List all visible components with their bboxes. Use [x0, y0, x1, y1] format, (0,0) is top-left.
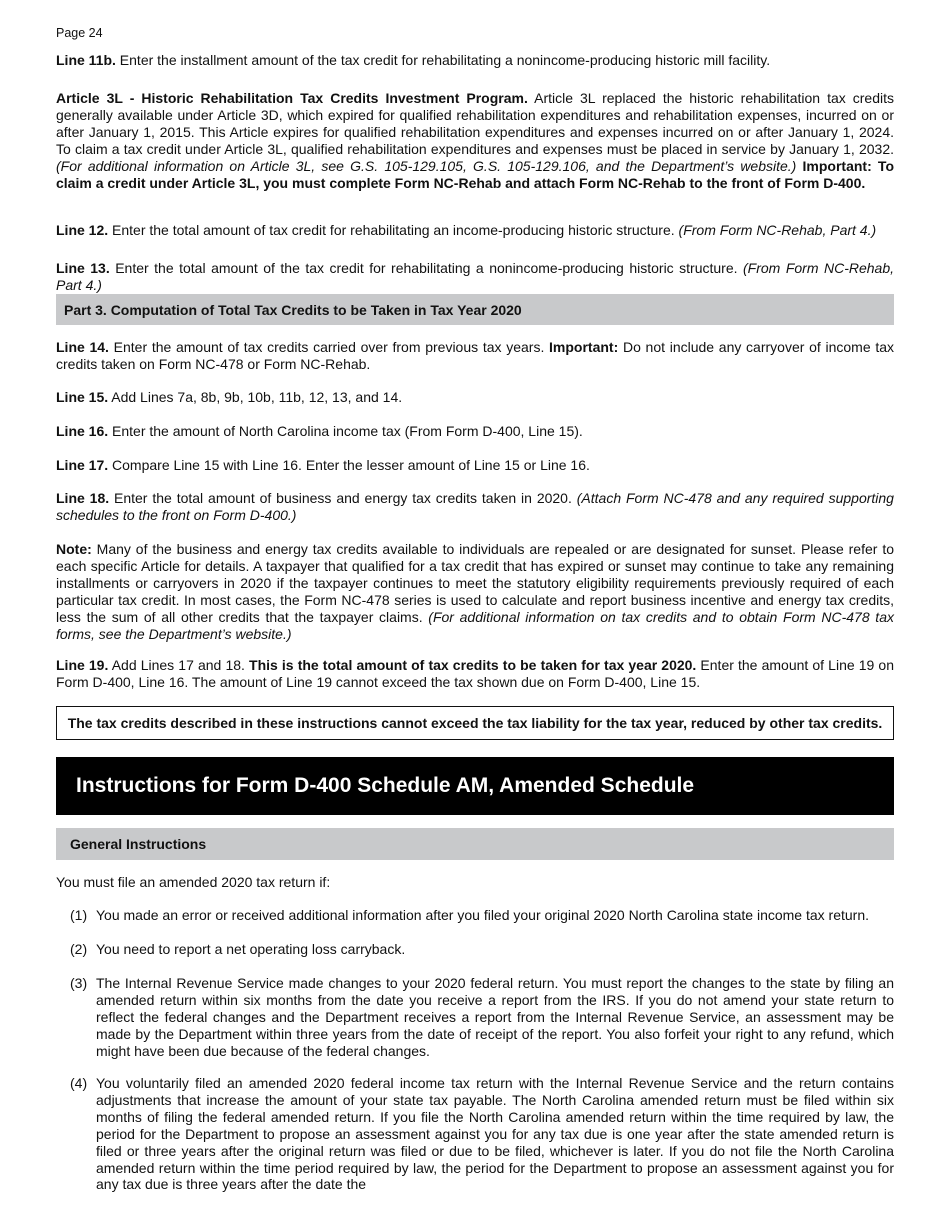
- list-text: You made an error or received additional information after you filed your original 2020 North Carolina state income tax return.: [96, 907, 870, 923]
- line-label: Line 12.: [56, 222, 109, 238]
- list-item: [70, 975, 894, 1060]
- line-italic-note: (Attach Form NC-478 and any required supporting schedules to the front on Form D-400.): [56, 490, 894, 523]
- line-label: Line 14.: [56, 339, 109, 355]
- line-label: Line 16.: [56, 423, 109, 439]
- line-italic-note: (From Form NC-Rehab, Part 4.): [678, 222, 877, 238]
- line-text-2: Do not include any carryover of income tax credits taken on Form NC-478 or Form NC-Rehab.: [56, 339, 894, 372]
- list-item: [70, 941, 894, 958]
- line-17-paragraph: [56, 457, 894, 474]
- amend-intro-text: You must file an amended 2020 tax return if:: [56, 874, 331, 890]
- general-instructions-heading: General Instructions: [56, 828, 894, 860]
- line-text: Compare Line 15 with Line 16. Enter the lesser amount of Line 15 or Line 16.: [108, 457, 590, 473]
- line-text: Enter the total amount of the tax credit for rehabilitating a nonincome-producing historic structure.: [109, 260, 744, 276]
- line-text: Enter the total amount of business and energy tax credits taken in 2020.: [109, 490, 577, 506]
- list-text: The Internal Revenue Service made changes to your 2020 federal return. You must report the changes to the state by filing an amended return within six months from the date you receive a report from the IRS. If you do not amend your state return to reflect the federal changes and the Department receives a report from the Internal Revenue Service, an assessment may be made by the Department within three years from the date of receipt of the report. You also forfeit your right to any refund, which might have been due because of the federal changes.: [96, 975, 894, 1059]
- list-number: (3): [70, 975, 88, 991]
- page-number: Page 24: [56, 26, 103, 40]
- line-text: Enter the amount of North Carolina income tax (From Form D-400, Line 15).: [108, 423, 583, 439]
- line-text: Enter the installment amount of the tax credit for rehabilitating a nonincome-producing historic mill facility.: [115, 52, 771, 68]
- line-bold-text: This is the total amount of tax credits to be taken for tax year 2020.: [249, 657, 697, 673]
- article-3l-paragraph: [56, 90, 894, 191]
- list-text: You need to report a net operating loss carryback.: [96, 941, 406, 957]
- article-important: Important: To claim a credit under Article 3L, you must complete Form NC-Rehab and attach Form NC-Rehab to the front of Form D-400.: [56, 157, 894, 191]
- article-text: Article 3L replaced the historic rehabilitation tax credits generally available under Article 3D, which expired for qualified rehabilitation expenditures and rehabilitation expenses, incurred on or after January 1, 2015. This Article expires for qualified rehabilitation expenditures and expenses incurred on or after January 1, 2024. To claim a tax credit under Article 3L, qualified rehabilitation expenditures and expenses must be placed in service by January 1, 2032.: [56, 90, 894, 157]
- tax-credit-limit-note: The tax credits described in these instructions cannot exceed the tax liability for the tax year, reduced by other tax credits.: [56, 706, 894, 740]
- article-italic-note: (For additional information on Article 3L, see G.S. 105-129.105, G.S. 105-129.106, and the Department’s website.): [56, 157, 797, 174]
- line-label: Line 19.: [56, 657, 109, 673]
- line-text: Enter the amount of tax credits carried over from previous tax years.: [108, 339, 550, 355]
- line-15-paragraph: [56, 389, 894, 406]
- note-text: Many of the business and energy tax credits available to individuals are repealed or are designated for sunset. Please refer to each specific Article for details. A taxpayer that qualified for a tax credit that has expired or sunset may continue to take any remaining installments or carryovers in 2020 if the taxpayer continues to meet the statutory eligibility requirements previously required of each particular tax credit. In most cases, the Form NC-478 series is used to calculate and report business incentive and energy tax credits, less the sum of all other credits that the taxpayer claims.: [56, 541, 894, 625]
- line-11b-paragraph: [56, 52, 894, 69]
- amend-intro-paragraph: [56, 874, 894, 891]
- line-19-paragraph: [56, 657, 894, 691]
- important-label: Important:: [549, 339, 619, 355]
- list-number: (4): [70, 1075, 88, 1091]
- line-18-paragraph: [56, 490, 894, 524]
- line-text: Add Lines 7a, 8b, 9b, 10b, 11b, 12, 13, and 14.: [108, 389, 403, 405]
- line-14-paragraph: [56, 339, 894, 373]
- line-text: Enter the total amount of tax credit for rehabilitating an income-producing historic structure.: [108, 222, 679, 238]
- list-item: [70, 907, 894, 924]
- list-text: You voluntarily filed an amended 2020 federal income tax return with the Internal Revenue Service and the return contains adjustments that increase the amount of your state tax payable. The North Carolina amended return must be filed within six months of filing the federal amended return. If you file the North Carolina amended return within the time required by law, the period for the Department to propose an assessment against you for any tax due is one year after the state amended return is filed or three years after the original return was filed or due to be filed, whichever is later. If you do not file the North Carolina amended return within the time period required by law, the period for the Department to propose an assessment against you for any tax due is three years after the date the: [96, 1075, 894, 1193]
- note-label: Note:: [56, 541, 92, 557]
- line-text-2: Enter the amount of Line 19 on Form D-400, Line 16. The amount of Line 19 cannot exceed the tax shown due on Form D-400, Line 15.: [56, 657, 895, 690]
- list-item: [70, 1075, 894, 1193]
- line-italic-note: (From Form NC-Rehab, Part 4.): [56, 260, 895, 293]
- line-12-paragraph: [56, 222, 894, 239]
- note-paragraph: [56, 541, 894, 642]
- list-number: (1): [70, 907, 88, 923]
- line-label: Line 17.: [56, 457, 109, 473]
- line-label: Line 15.: [56, 389, 109, 405]
- part-3-heading: Part 3. Computation of Total Tax Credits to be Taken in Tax Year 2020: [56, 294, 894, 325]
- schedule-am-banner-title: Instructions for Form D-400 Schedule AM, Amended Schedule: [56, 757, 894, 815]
- line-label: Line 11b.: [56, 52, 116, 68]
- line-16-paragraph: [56, 423, 894, 440]
- article-heading: Article 3L - Historic Rehabilitation Tax Credits Investment Program.: [56, 90, 528, 106]
- line-label: Line 18.: [56, 490, 110, 506]
- line-text: Add Lines 17 and 18.: [108, 657, 250, 673]
- note-italic: (For additional information on tax credits and to obtain Form NC-478 tax forms, see the Department’s website.): [56, 608, 894, 642]
- list-number: (2): [70, 941, 88, 957]
- line-13-paragraph: [56, 260, 894, 294]
- line-label: Line 13.: [56, 260, 110, 276]
